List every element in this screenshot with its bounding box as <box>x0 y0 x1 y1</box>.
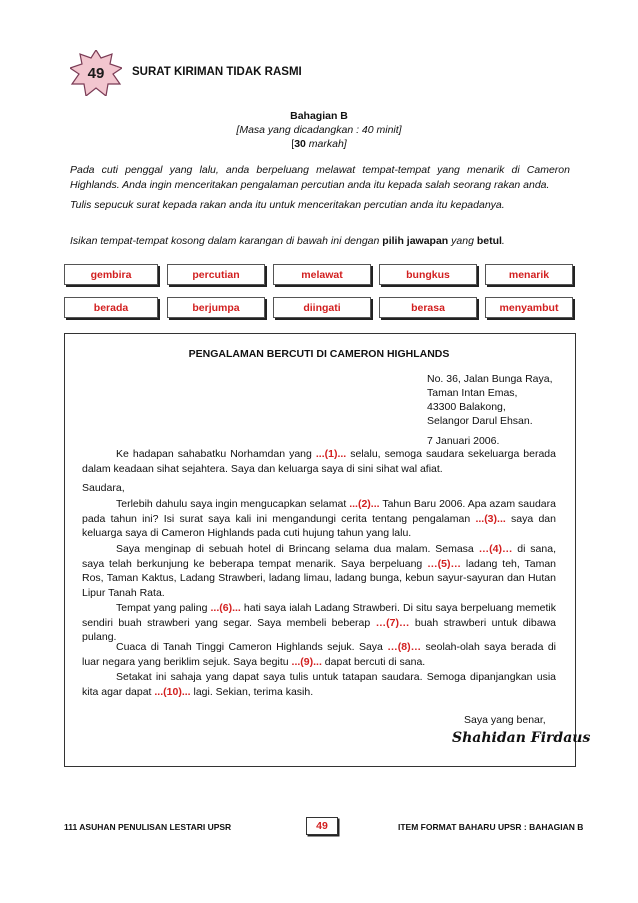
letter-text: ladang teh, Taman Ros, Taman Kaktus, Ladang Strawberi, ladang limau, ladang bunga, kebun sayur-sayuran dan Hutan Lipur Tanah Rata. <box>82 557 556 599</box>
letter-text: Terlebih dahulu saya ingin mengucapkan selamat <box>116 498 350 510</box>
instruction-text: yang <box>448 235 477 247</box>
address-line: Taman Intan Emas, <box>427 387 518 399</box>
instruction-emphasis: pilih jawapan <box>382 235 449 247</box>
letter-text: lagi. Sekian, terima kasih. <box>190 685 314 698</box>
instruction-paragraph-1: Pada cuti penggal yang lalu, anda berpeluang melawat tempat-tempat yang menarik di Cameron Highlands. Anda ingin menceritakan pengalaman percutian anda itu kepada salah seorang rakan anda. <box>70 164 570 191</box>
page-title: SURAT KIRIMAN TIDAK RASMI <box>132 66 302 78</box>
blank-5[interactable]: …(5)… <box>427 557 461 570</box>
footer-page-number: 49 <box>306 817 338 835</box>
letter-paragraph-5 <box>82 640 556 669</box>
blank-6[interactable]: ...(6)... <box>210 602 241 614</box>
letter-text: seolah-olah saya berada di luar negara yang beriklim sejuk. Saya begitu <box>82 641 556 668</box>
badge-number: 49 <box>87 64 105 82</box>
letter-text: Saya menginap di sebuah hotel di Brincang selama dua malam. Semasa <box>116 543 479 555</box>
letter-date: 7 Januari 2006. <box>427 435 500 447</box>
blank-3[interactable]: ...(3)... <box>475 512 506 525</box>
letter-text: Setakat ini sahaja yang dapat saya tulis untuk tatapan saudara. Semoga dipanjangkan usia kita agar dapat <box>82 671 556 698</box>
word-bank-option[interactable]: gembira <box>64 264 158 285</box>
sender-address <box>427 372 553 448</box>
blank-4[interactable]: …(4)… <box>478 543 513 555</box>
section-time: [Masa yang dicadangkan : 40 minit] <box>236 124 402 136</box>
word-bank-option[interactable]: melawat <box>273 264 371 285</box>
letter-text: di sana, saya telah berkunjung ke beberapa tempat menarik. Saya berpeluang <box>82 543 556 570</box>
word-bank-option[interactable]: berasa <box>379 297 477 318</box>
letter-text: Tempat yang paling <box>116 602 211 614</box>
word-bank-option[interactable]: diingati <box>273 297 371 318</box>
footer-book-title: 111 ASUHAN PENULISAN LESTARI UPSR <box>64 822 232 832</box>
footer-section-label: ITEM FORMAT BAHARU UPSR : BAHAGIAN B <box>398 822 584 832</box>
letter-text: saya dan keluarga saya di Cameron Highlands pada cuti hujung tahun yang lalu. <box>82 512 556 539</box>
word-bank-option[interactable]: berada <box>64 297 158 318</box>
blank-2[interactable]: ...(2)... <box>349 498 380 510</box>
letter-text: dapat bercuti di sana. <box>321 655 426 668</box>
word-bank-option[interactable]: berjumpa <box>167 297 265 318</box>
address-line: No. 36, Jalan Bunga Raya, <box>427 373 553 385</box>
letter-text: hati saya ialah Ladang Strawberi. Di situ saya berpeluang memetik sendiri buah strawberi yang segar. Saya membeli beberap <box>82 602 556 629</box>
address-line: Selangor Darul Ehsan. <box>427 415 533 427</box>
instruction-emphasis: betul <box>476 235 502 247</box>
letter-paragraph-1 <box>82 447 556 476</box>
letter-text: selalu, semoga saudara sekeluarga berada dalam keadaan sihat sejahtera. Saya dan keluarga saya di sini sihat wal afiat. <box>82 448 556 475</box>
blank-7[interactable]: …(7)… <box>375 616 410 629</box>
marks-number: 30 <box>294 138 306 150</box>
marks-word: markah] <box>305 138 347 150</box>
instruction-text: Isikan tempat-tempat kosong dalam karangan di bawah ini dengan <box>70 235 383 247</box>
signature: Shahidan Firdaus <box>452 730 591 746</box>
word-bank-option[interactable]: menarik <box>485 264 573 285</box>
letter-paragraph-6 <box>82 670 556 699</box>
blank-10[interactable]: ...(10)... <box>154 685 191 698</box>
letter-paragraph-4 <box>82 601 556 645</box>
letter-paragraph-2 <box>82 497 556 541</box>
instruction-paragraph-3 <box>70 234 570 249</box>
letter-text: Ke hadapan sahabatku Norhamdan yang <box>116 448 316 460</box>
instruction-text: . <box>501 235 505 247</box>
letter-text: buah strawberi untuk dibawa pulang. <box>82 616 556 643</box>
letter-paragraph-3 <box>82 542 556 600</box>
word-bank-option[interactable]: menyambut <box>485 297 573 318</box>
section-marks: [30 markah] <box>291 138 347 150</box>
section-title: Bahagian B <box>290 110 348 122</box>
blank-9[interactable]: ...(9)... <box>291 655 322 668</box>
letter-text: Tahun Baru 2006. Apa azam saudara pada tahun ini? Isi surat saya kali ini mengandungi cerita tentang pengalaman <box>82 498 556 525</box>
blank-1[interactable]: ...(1)... <box>315 448 347 460</box>
instruction-paragraph-2: Tulis sepucuk surat kepada rakan anda itu untuk menceritakan percutian anda itu kepadanya. <box>70 199 505 211</box>
word-bank-option[interactable]: percutian <box>167 264 265 285</box>
blank-8[interactable]: …(8)… <box>387 641 422 653</box>
salutation: Saudara, <box>82 482 125 494</box>
letter-closing: Saya yang benar, <box>464 714 546 726</box>
letter-title: PENGALAMAN BERCUTI DI CAMERON HIGHLANDS <box>188 348 450 360</box>
letter-text: Cuaca di Tanah Tinggi Cameron Highlands sejuk. Saya <box>116 641 388 653</box>
address-line: 43300 Balakong, <box>427 401 506 413</box>
word-bank-option[interactable]: bungkus <box>379 264 477 285</box>
